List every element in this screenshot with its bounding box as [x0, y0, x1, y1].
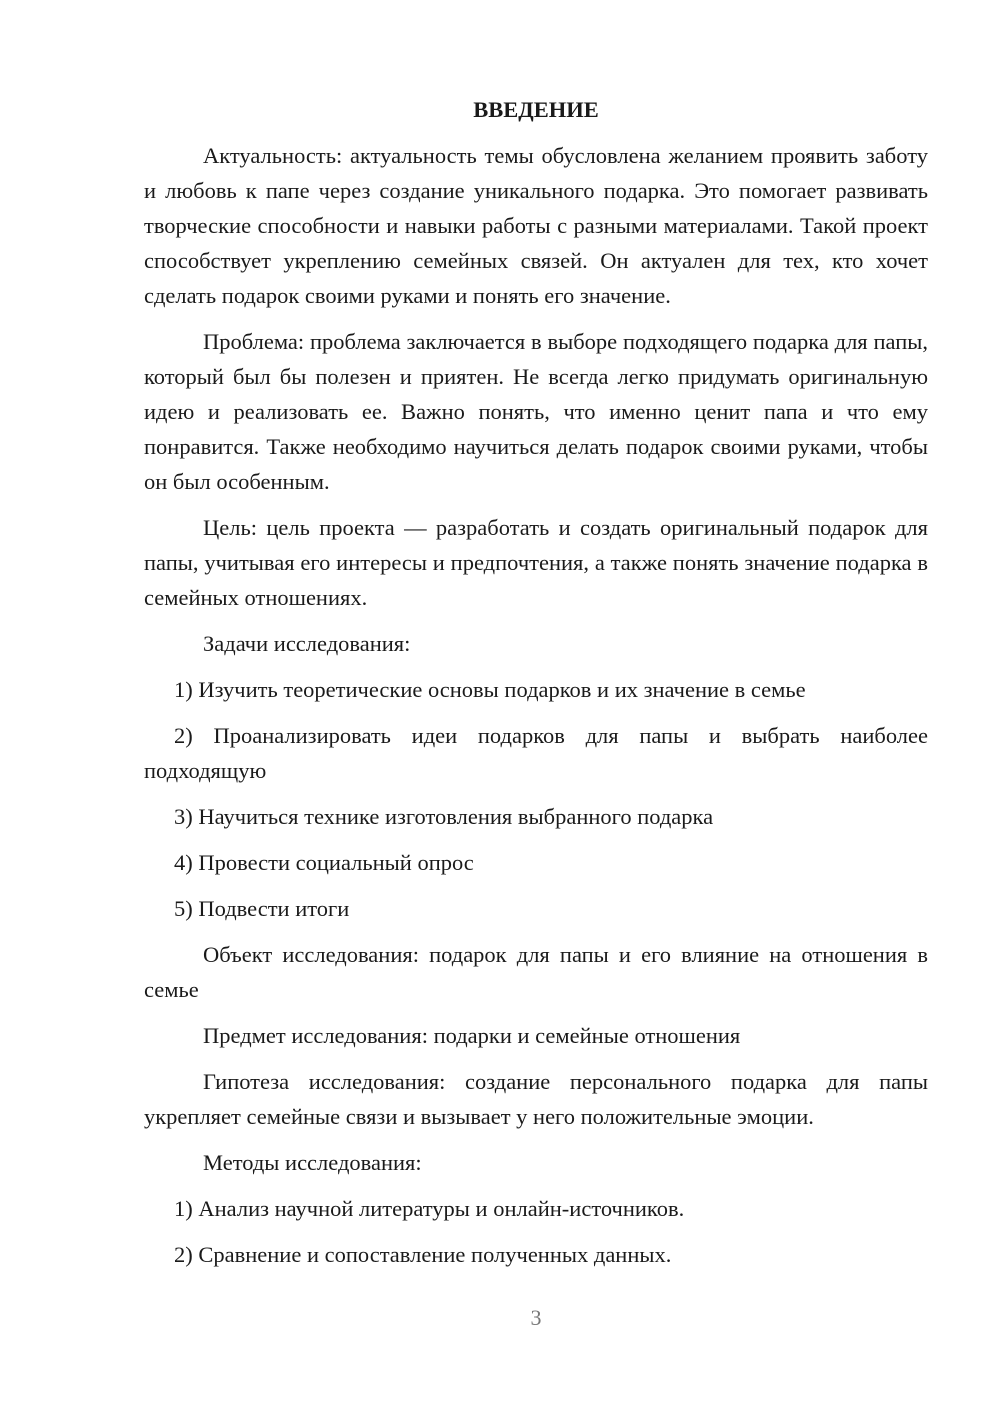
hypothesis-paragraph: Гипотеза исследования: создание персонального подарка для папы укрепляет семейные связи и вызывает у него положительные эмоции. [144, 1069, 928, 1129]
page-number: 3 [530, 1305, 542, 1330]
object-paragraph: Объект исследования: подарок для папы и его влияние на отношения в семье [144, 942, 928, 1002]
subject-paragraph: Предмет исследования: подарки и семейные отношения [203, 1023, 741, 1048]
task-item-2: 2) Проанализировать идеи подарков для папы и выбрать наиболее подходящую [144, 723, 928, 783]
task-item-3: 3) Научиться технике изготовления выбранного подарка [174, 804, 714, 829]
relevance-paragraph: Актуальность: актуальность темы обусловлена желанием проявить заботу и любовь к папе через создание уникального подарка. Это помогает развивать творческие способности и навыки работы с разными материалами. Такой проект способствует укреплению семейных связей. Он актуален для тех, кто хочет сделать подарок своими руками и понять его значение. [144, 143, 928, 308]
method-item-1: 1) Анализ научной литературы и онлайн-источников. [174, 1196, 685, 1221]
methods-list [144, 1191, 928, 1272]
tasks-heading: Задачи исследования: [203, 631, 411, 656]
task-item-5: 5) Подвести итоги [174, 896, 350, 921]
page-content [144, 92, 928, 1283]
task-item-4: 4) Провести социальный опрос [174, 850, 474, 875]
methods-heading: Методы исследования: [203, 1150, 422, 1175]
task-item-1: 1) Изучить теоретические основы подарков и их значение в семье [174, 677, 806, 702]
tasks-list [144, 672, 928, 926]
goal-paragraph: Цель: цель проекта — разработать и создать оригинальный подарок для папы, учитывая его интересы и предпочтения, а также понять значение подарка в семейных отношениях. [144, 515, 928, 610]
page-title: ВВЕДЕНИЕ [473, 97, 599, 122]
method-item-2: 2) Сравнение и сопоставление полученных данных. [174, 1242, 672, 1267]
problem-paragraph: Проблема: проблема заключается в выборе подходящего подарка для папы, который был бы полезен и приятен. Не всегда легко придумать оригинальную идею и реализовать ее. Важно понять, что именно ценит папа и что ему понравится. Также необходимо научиться делать подарок своими руками, чтобы он был особенным. [144, 329, 928, 494]
